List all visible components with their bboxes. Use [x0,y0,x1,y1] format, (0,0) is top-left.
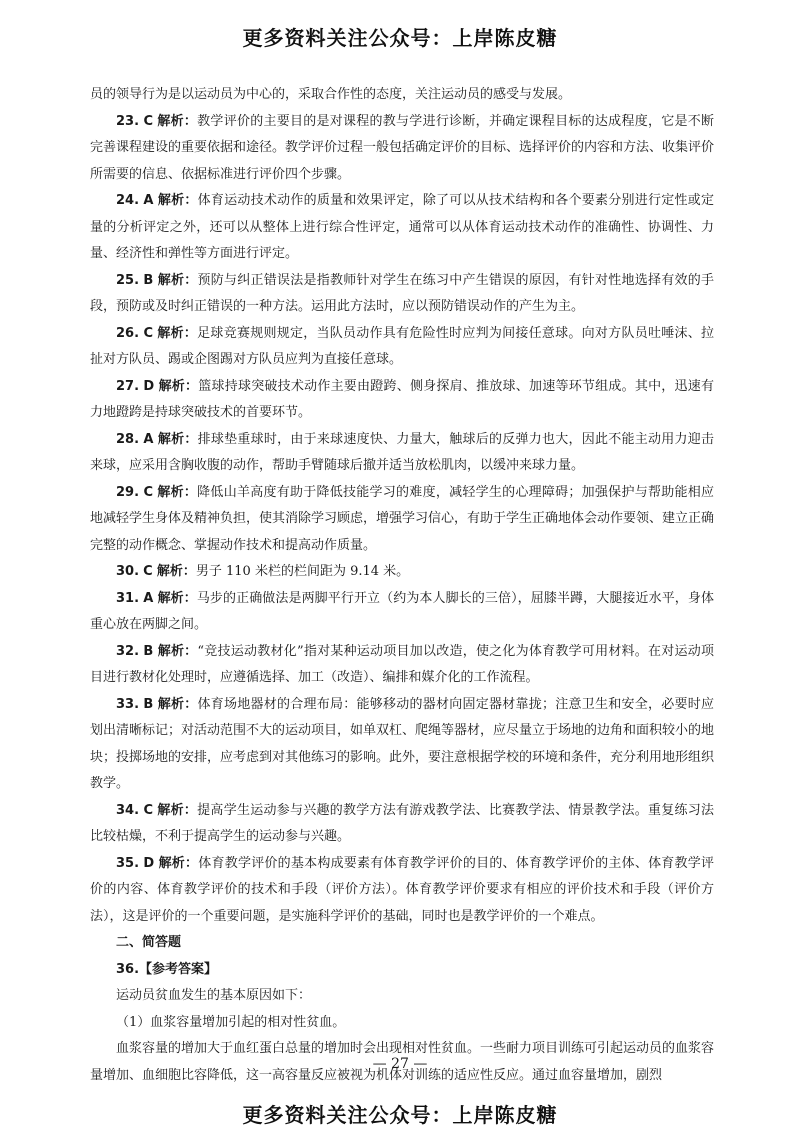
answer-choice: D [143,855,155,871]
document-body [90,82,714,1089]
answer-choice: C [143,325,153,341]
answer-choice: C [143,484,153,500]
answer-intro: 运动员贫血发生的基本原因如下： [116,988,312,1003]
explanation-text: 教学评价的主要目的是对课程的教与学进行诊断，并确定课程目标的达成程度，它是不断完善课程建设的重要依据和途径。教学评价过程一般包括确定评价的目标、选择评价的内容和方法、收集评价所需要的信息、依据标准进行评价四个步骤。 [90,113,715,182]
explanation-label: 解析： [157,802,198,818]
section-heading: 二、简答题 [116,935,182,950]
answer-item [90,559,714,586]
answer-paragraph: 血浆容量的增加大于血红蛋白总量的增加时会出现相对性贫血。一些耐力项目训练可引起运动员的血浆容量增加、血细胞比容降低，这一高容量反应被视为机体对训练的适应性反应。通过血容量增加，剧烈 [90,1041,715,1083]
explanation-label: 解析： [158,855,199,871]
answer-choice: C [143,802,153,818]
answer-item [90,374,714,427]
answer-choice: B [143,696,154,712]
explanation-label: 解析： [157,113,198,129]
explanation-text: 排球垫重球时，由于来球速度快、力量大，触球后的反弹力也大，因此不能主动用力迎击来球，应采用含胸收腹的动作，帮助手臂随球后撤并适当放松肌肉，以缓冲来球力量。 [90,431,714,473]
answer-number: 23. [116,113,140,129]
continuation-text: 员的领导行为是以运动员为中心的，采取合作性的态度，关注运动员的感受与发展。 [90,87,572,102]
answer-number: 24. [116,193,140,208]
explanation-text: 提高学生运动参与兴趣的教学方法有游戏教学法、比赛教学法、情景教学法。重复练习法比较枯燥，不利于提高学生的运动参与兴趣。 [90,802,714,844]
reference-answer-label: 【参考答案】 [139,961,218,977]
answer-number: 26. [116,325,140,341]
explanation-label: 解析： [158,378,199,394]
answer-item [90,586,714,639]
header-banner: 更多资料关注公众号：上岸陈皮糖 [242,26,558,50]
explanation-text: 体育场地器材的合理布局：能够移动的器材向固定器材靠拢；注意卫生和安全，必要时应划出清晰标记；对活动范围不大的运动项目，如单双杠、爬绳等器材，应尽量立于场地的边角和面积较小的地块；投掷场地的安排，应考虑到对其他练习的影响。此外，要注意根据学校的环境和条件，充分利用地形组织教学。 [90,696,715,791]
answer-number: 28. [116,431,140,447]
answer-item [90,798,714,851]
explanation-text: 体育教学评价的基本构成要素有体育教学评价的目的、体育教学评价的主体、体育教学评价的内容、体育教学评价的技术和手段（评价方法）。体育教学评价要求有相应的评价技术和手段（评价方法），这是评价的一个重要问题，是实施科学评价的基础，同时也是教学评价的一个难点。 [90,855,714,924]
answer-choice: A [143,193,154,208]
explanation-label: 解析： [157,325,198,341]
explanation-label: 解析： [157,272,198,288]
answer-choice: A [143,431,154,447]
answer-number: 25. [116,272,140,288]
answer-number: 27. [116,378,140,394]
question-36 [90,957,714,984]
answer-choice: C [143,564,153,579]
answer-number: 34. [116,802,140,818]
answer-number: 31. [116,590,140,606]
answer-item [90,188,714,268]
answer-item [90,321,714,374]
answer-number: 32. [116,643,140,659]
footer-banner: 更多资料关注公众号：上岸陈皮糖 [242,1103,558,1127]
answer-item [90,109,714,189]
answer-list [90,109,714,931]
explanation-text: 男子 110 米栏的栏间距为 9.14 米。 [195,564,410,579]
answer-item [90,639,714,692]
explanation-text: 预防与纠正错误法是指教师针对学生在练习中产生错误的原因，有针对性地选择有效的手段，预防或及时纠正错误的一种方法。运用此方法时，应以预防错误动作的产生为主。 [90,272,714,314]
answer-choice: B [143,643,154,659]
answer-point-1: （1）血浆容量增加引起的相对性贫血。 [116,1014,346,1030]
explanation-label: 解析： [157,590,197,606]
explanation-label: 解析： [157,431,198,447]
answer-number: 30. [116,564,140,579]
page-number: — 27 — [372,1056,428,1072]
answer-item [90,427,714,480]
answer-choice: A [143,590,154,606]
explanation-label: 解析： [157,484,198,500]
explanation-text: 足球竞赛规则规定，当队员动作具有危险性时应判为间接任意球。向对方队员吐唾沫、拉扯对方队员、踢或企图踢对方队员应判为直接任意球。 [90,325,714,367]
answer-item [90,480,714,560]
answer-choice: D [143,378,155,394]
explanation-label: 解析： [157,696,198,712]
explanation-text: 降低山羊高度有助于降低技能学习的难度，减轻学生的心理障碍；加强保护与帮助能相应地减轻学生身体及精神负担，使其消除学习顾虑，增强学习信心，有助于学生正确地体会动作要领、建立正确完整的动作概念、掌握动作技术和提高动作质量。 [90,484,715,553]
answer-choice: C [143,113,153,129]
answer-item [90,268,714,321]
explanation-text: 马步的正确做法是两脚平行开立（约为本人脚长的三倍），屈膝半蹲，大腿接近水平，身体重心放在两脚之间。 [90,590,714,632]
explanation-label: 解析： [157,643,198,659]
explanation-label: 解析： [157,193,198,208]
answer-choice: B [143,272,154,288]
answer-number: 29. [116,484,140,500]
explanation-text: 体育运动技术动作的质量和效果评定，除了可以从技术结构和各个要素分别进行定性或定量的分析评定之外，还可以从整体上进行综合性评定，通常可以从体育运动技术动作的准确性、协调性、力量、经济性和弹性等方面进行评定。 [90,193,714,261]
answer-number: 35. [116,855,140,871]
explanation-text: “竞技运动教材化”指对某种运动项目加以改造，使之化为体育教学可用材料。在对运动项目进行教材化处理时，应遵循选择、加工（改造）、编排和媒介化的工作流程。 [90,643,714,685]
question-number: 36. [116,961,140,977]
explanation-text: 篮球持球突破技术动作主要由蹬跨、侧身探肩、推放球、加速等环节组成。其中，迅速有力地蹬跨是持球突破技术的首要环节。 [90,378,714,420]
answer-item [90,851,714,931]
answer-item [90,692,714,798]
explanation-label: 解析： [156,564,196,579]
answer-number: 33. [116,696,140,712]
